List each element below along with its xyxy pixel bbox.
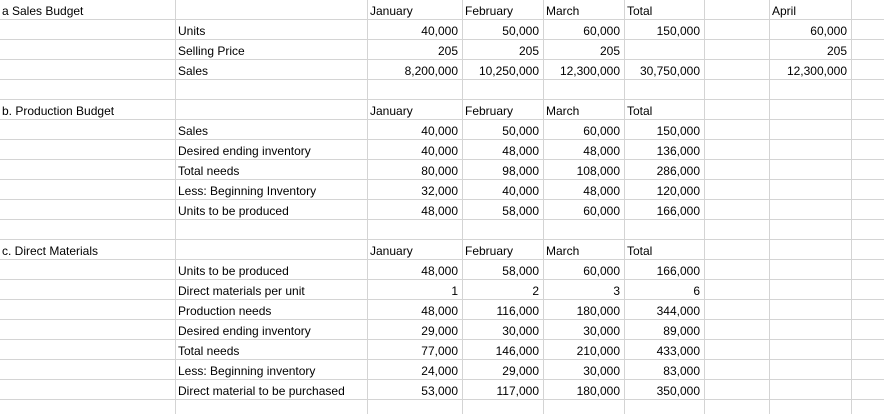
value-cell[interactable]: 24,000 <box>421 364 458 378</box>
column-header-march[interactable]: March <box>546 244 580 258</box>
column-header-march[interactable]: March <box>546 4 580 18</box>
column-header-april[interactable]: April <box>772 4 797 18</box>
value-cell[interactable]: 48,000 <box>421 304 458 318</box>
april-value-cell[interactable]: 12,300,000 <box>786 64 847 78</box>
value-cell[interactable]: 344,000 <box>656 304 700 318</box>
row-label[interactable]: Selling Price <box>178 44 245 58</box>
column-header-february[interactable]: February <box>465 244 514 258</box>
row-label[interactable]: Direct material to be purchased <box>178 384 345 398</box>
value-cell[interactable]: 30,750,000 <box>639 64 700 78</box>
row-gridline <box>0 119 884 120</box>
value-cell[interactable]: 108,000 <box>576 164 620 178</box>
value-cell[interactable]: 166,000 <box>656 264 700 278</box>
row-gridline <box>0 19 884 20</box>
row-label[interactable]: Units to be produced <box>178 264 289 278</box>
column-header-total[interactable]: Total <box>627 104 653 118</box>
value-cell[interactable]: 80,000 <box>421 164 458 178</box>
value-cell[interactable]: 53,000 <box>421 384 458 398</box>
april-value-cell[interactable]: 205 <box>826 44 847 58</box>
row-label[interactable]: Desired ending inventory <box>178 144 311 158</box>
value-cell[interactable]: 58,000 <box>502 264 539 278</box>
value-cell[interactable]: 50,000 <box>502 24 539 38</box>
value-cell[interactable]: 180,000 <box>576 384 620 398</box>
value-cell[interactable]: 48,000 <box>502 144 539 158</box>
value-cell[interactable]: 205 <box>599 44 620 58</box>
row-label[interactable]: Units <box>178 24 206 38</box>
value-cell[interactable]: 117,000 <box>496 384 539 398</box>
value-cell[interactable]: 2 <box>532 284 539 298</box>
value-cell[interactable]: 180,000 <box>576 304 620 318</box>
section-title[interactable]: c. Direct Materials <box>2 244 99 258</box>
value-cell[interactable]: 210,000 <box>576 344 620 358</box>
column-header-total[interactable]: Total <box>627 4 653 18</box>
row-label[interactable]: Less: Beginning Inventory <box>178 184 317 198</box>
row-label[interactable]: Direct materials per unit <box>178 284 305 298</box>
value-cell[interactable]: 6 <box>693 284 700 298</box>
value-cell[interactable]: 10,250,000 <box>478 64 539 78</box>
value-cell[interactable]: 40,000 <box>421 144 458 158</box>
value-cell[interactable]: 30,000 <box>502 324 539 338</box>
column-gridline <box>851 0 852 414</box>
value-cell[interactable]: 83,000 <box>663 364 700 378</box>
value-cell[interactable]: 30,000 <box>583 364 620 378</box>
row-label[interactable]: Units to be produced <box>178 204 289 218</box>
value-cell[interactable]: 48,000 <box>421 204 458 218</box>
april-value-cell[interactable]: 60,000 <box>810 24 847 38</box>
row-label[interactable]: Total needs <box>178 344 240 358</box>
row-label[interactable]: Desired ending inventory <box>178 324 311 338</box>
value-cell[interactable]: 48,000 <box>583 144 620 158</box>
value-cell[interactable]: 30,000 <box>583 324 620 338</box>
value-cell[interactable]: 8,200,000 <box>404 64 458 78</box>
value-cell[interactable]: 1 <box>451 284 458 298</box>
column-header-january[interactable]: January <box>370 4 413 18</box>
row-gridline <box>0 239 884 240</box>
value-cell[interactable]: 77,000 <box>421 344 458 358</box>
value-cell[interactable]: 205 <box>518 44 539 58</box>
column-header-march[interactable]: March <box>546 104 580 118</box>
value-cell[interactable]: 150,000 <box>656 124 700 138</box>
value-cell[interactable]: 12,300,000 <box>559 64 620 78</box>
value-cell[interactable]: 50,000 <box>502 124 539 138</box>
value-cell[interactable]: 136,000 <box>656 144 700 158</box>
value-cell[interactable]: 350,000 <box>656 384 700 398</box>
value-cell[interactable]: 48,000 <box>421 264 458 278</box>
column-header-january[interactable]: January <box>370 244 413 258</box>
value-cell[interactable]: 60,000 <box>583 204 620 218</box>
value-cell[interactable]: 58,000 <box>502 204 539 218</box>
value-cell[interactable]: 89,000 <box>663 324 700 338</box>
value-cell[interactable]: 48,000 <box>583 184 620 198</box>
section-title[interactable]: b. Production Budget <box>2 104 115 118</box>
value-cell[interactable]: 205 <box>437 44 458 58</box>
row-gridline <box>0 99 884 100</box>
value-cell[interactable]: 60,000 <box>583 24 620 38</box>
value-cell[interactable]: 60,000 <box>583 124 620 138</box>
column-gridline <box>175 0 176 414</box>
column-gridline <box>704 0 705 414</box>
row-label[interactable]: Sales <box>178 124 209 138</box>
row-gridline <box>0 259 884 260</box>
value-cell[interactable]: 166,000 <box>656 204 700 218</box>
column-header-february[interactable]: February <box>465 4 514 18</box>
value-cell[interactable]: 146,000 <box>495 344 539 358</box>
column-header-february[interactable]: February <box>465 104 514 118</box>
value-cell[interactable]: 40,000 <box>421 124 458 138</box>
value-cell[interactable]: 32,000 <box>421 184 458 198</box>
row-label[interactable]: Less: Beginning inventory <box>178 364 316 378</box>
value-cell[interactable]: 40,000 <box>502 184 539 198</box>
value-cell[interactable]: 433,000 <box>656 344 700 358</box>
column-header-january[interactable]: January <box>370 104 413 118</box>
value-cell[interactable]: 29,000 <box>502 364 539 378</box>
value-cell[interactable]: 120,000 <box>656 184 700 198</box>
row-label[interactable]: Sales <box>178 64 209 78</box>
column-header-total[interactable]: Total <box>627 244 653 258</box>
value-cell[interactable]: 150,000 <box>656 24 700 38</box>
row-label[interactable]: Production needs <box>178 304 272 318</box>
value-cell[interactable]: 40,000 <box>421 24 458 38</box>
section-title[interactable]: a Sales Budget <box>2 4 84 18</box>
value-cell[interactable]: 98,000 <box>502 164 539 178</box>
value-cell[interactable]: 286,000 <box>656 164 700 178</box>
value-cell[interactable]: 29,000 <box>421 324 458 338</box>
value-cell[interactable] <box>625 41 700 61</box>
value-cell[interactable]: 116,000 <box>496 304 539 318</box>
row-label[interactable]: Total needs <box>178 164 240 178</box>
value-cell[interactable]: 60,000 <box>583 264 620 278</box>
value-cell[interactable]: 3 <box>613 284 620 298</box>
